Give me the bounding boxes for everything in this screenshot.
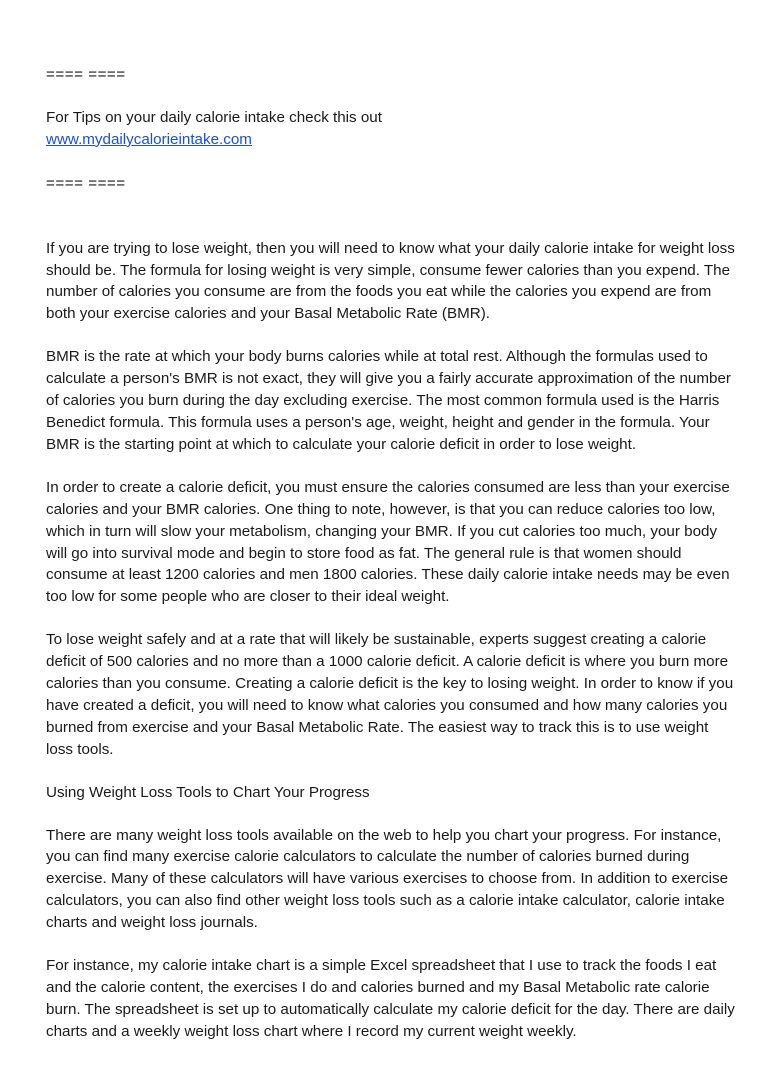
- paragraph-deficit: In order to create a calorie deficit, you must ensure the calories consumed are less than your exercise calories and your BMR calories. One thing to note, however, is that you can reduce calories too low, which in turn will slow your metabolism, changing your BMR. If you cut calories too much, your body will go into survival mode and begin to store food as fat. The general rule is that women should consume at least 1200 calories and men 1800 calories. These daily calorie intake needs may be even too low for some people who are closer to their ideal weight.: [46, 478, 730, 606]
- paragraph-spreadsheet: For instance, my calorie intake chart is a simple Excel spreadsheet that I use to track the foods I eat and the calorie content, the exercises I do and calories burned and my Basal Metabolic rate calorie burn. The spreadsheet is set up to automatically calculate my calorie deficit for the day. There are daily charts and a weekly weight loss chart where I record my current weight weekly.: [46, 957, 735, 1040]
- tip-text: For Tips on your daily calorie intake check this out: [46, 108, 382, 126]
- section-heading: Using Weight Loss Tools to Chart Your Progress: [46, 783, 370, 801]
- paragraph-intro: If you are trying to lose weight, then you will need to know what your daily calorie intake for weight loss should be. The formula for losing weight is very simple, consume fewer calories than you expend. The number of calories you consume are from the foods you eat while the calories you expend are from both your exercise calories and your Basal Metabolic Rate (BMR).: [46, 239, 735, 323]
- paragraph-lose-safely: To lose weight safely and at a rate that will likely be sustainable, experts suggest creating a calorie deficit of 500 calories and no more than a 1000 calorie deficit. A calorie deficit is where you burn more calories than you consume. Creating a calorie deficit is the key to losing weight. In order to know if you have created a deficit, you will need to know what calories you consumed and how many calories you burned from exercise and your Basal Metabolic Rate. The easiest way to track this is to use weight loss tools.: [46, 631, 734, 758]
- paragraph-tools: There are many weight loss tools available on the web to help you chart your progress. For instance, you can find many exercise calorie calculators to calculate the number of calories burned during exercise. Many of these calculators will have various exercises to choose from. In addition to exercise calculators, you can also find other weight loss tools such as a calorie intake calculator, calorie intake charts and weight loss journals.: [46, 826, 729, 932]
- document-page: [46, 64, 736, 1043]
- separator-bottom: ==== ====: [46, 174, 126, 192]
- paragraph-bmr: BMR is the rate at which your body burns calories while at total rest. Although the formulas used to calculate a person's BMR is not exact, they will give you a fairly accurate approximation of the number of calories you burn during the day excluding exercise. The most common formula used is the Harris Benedict formula. This formula uses a person's age, weight, height and gender in the formula. Your BMR is the starting point at which to calculate your calorie deficit in order to lose weight.: [46, 348, 731, 453]
- separator-top: ==== ====: [46, 66, 126, 83]
- website-link[interactable]: www.mydailycalorieintake.com: [46, 130, 252, 148]
